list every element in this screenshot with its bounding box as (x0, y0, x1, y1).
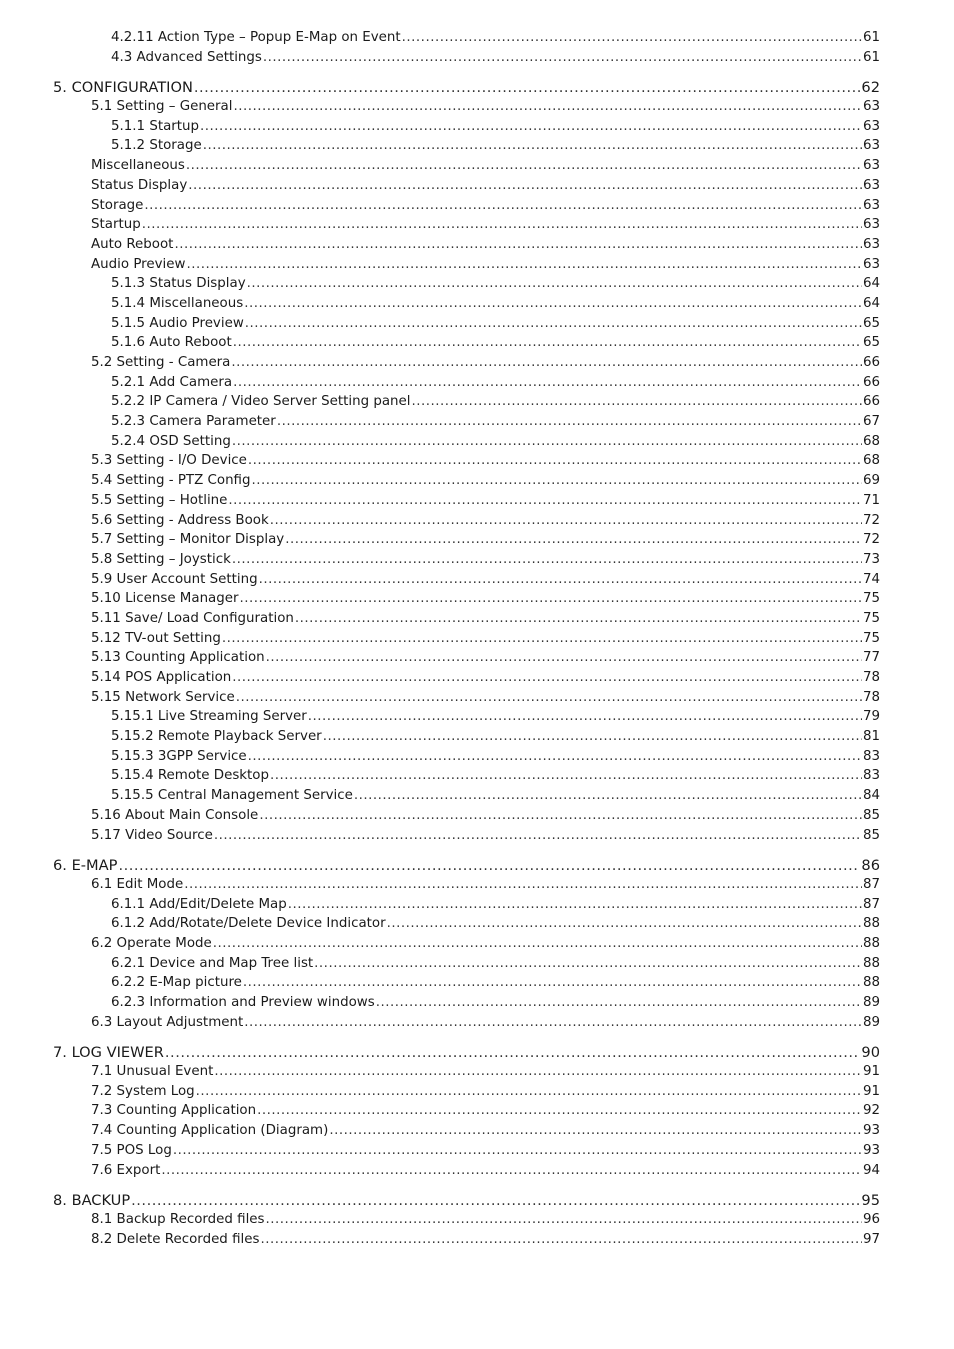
toc-entry-title: 5.15.5 Central Management Service (111, 788, 353, 804)
toc-page-number: 97 (862, 1231, 880, 1247)
toc-entry-title: 5.15.3 3GPP Service (111, 748, 247, 764)
toc-page-number: 95 (861, 1192, 880, 1210)
toc-entry[interactable] (91, 453, 880, 473)
dot-leader (174, 237, 862, 252)
dot-leader (285, 532, 862, 547)
toc-entry-title: 8. BACKUP (53, 1192, 131, 1210)
toc-page-number: 89 (862, 1014, 880, 1030)
toc-page-number: 94 (862, 1162, 880, 1178)
toc-entry-title: 8.2 Delete Recorded files (91, 1231, 260, 1247)
toc-page-number: 88 (862, 955, 880, 971)
dot-leader (247, 276, 862, 291)
toc-entry[interactable] (91, 808, 880, 828)
toc-entry-title: 5.1.4 Miscellaneous (111, 295, 244, 311)
toc-entry[interactable] (91, 1212, 880, 1232)
toc-entry[interactable] (111, 709, 880, 729)
toc-page-number: 63 (862, 177, 880, 193)
dot-leader (200, 119, 862, 134)
toc-entry[interactable] (91, 591, 880, 611)
dot-leader (245, 316, 862, 331)
toc-entry[interactable] (111, 788, 880, 808)
toc-entry[interactable] (111, 975, 880, 995)
toc-entry[interactable] (111, 335, 880, 355)
dot-leader (188, 178, 862, 193)
toc-page-number: 63 (862, 236, 880, 252)
toc-page-number: 75 (862, 630, 880, 646)
dot-leader (257, 1103, 862, 1118)
dot-leader (244, 1015, 862, 1030)
toc-page-number: 74 (862, 571, 880, 587)
toc-entry[interactable] (111, 296, 880, 316)
toc-entry-title: 5.13 Counting Application (91, 650, 265, 666)
dot-leader (232, 434, 862, 449)
dot-leader (263, 50, 862, 65)
toc-page-number: 63 (862, 256, 880, 272)
toc-page-number: 88 (862, 935, 880, 951)
toc-entry-title: 5.1.1 Startup (111, 118, 200, 134)
toc-page-number: 85 (862, 827, 880, 843)
toc-chapter-entry[interactable] (53, 1044, 880, 1064)
dot-leader (232, 552, 862, 567)
toc-entry[interactable] (111, 375, 880, 395)
toc-page-number: 91 (862, 1083, 880, 1099)
dot-leader (233, 375, 862, 390)
toc-entry-title: 5.12 TV-out Setting (91, 630, 221, 646)
dot-leader (411, 394, 861, 409)
toc-entry-title: 7.2 System Log (91, 1083, 195, 1099)
dot-leader (270, 513, 862, 528)
toc-entry[interactable] (91, 552, 880, 572)
toc-entry[interactable] (91, 1163, 880, 1183)
toc-entry-title: 5.15 Network Service (91, 689, 235, 705)
toc-entry[interactable] (91, 877, 880, 897)
dot-leader (314, 956, 862, 971)
toc-entry-title: 7. LOG VIEWER (53, 1044, 164, 1062)
dot-leader (295, 611, 862, 626)
toc-entry[interactable] (91, 513, 880, 533)
dot-leader (259, 808, 862, 823)
dot-leader (260, 1232, 862, 1247)
toc-page-number: 65 (862, 315, 880, 331)
dot-leader (266, 650, 862, 665)
dot-leader (277, 414, 862, 429)
toc-entry-title: 7.5 POS Log (91, 1142, 172, 1158)
toc-entry[interactable] (111, 956, 880, 976)
toc-entry[interactable] (111, 749, 880, 769)
toc-page-number: 96 (862, 1211, 880, 1227)
toc-page-number: 62 (861, 79, 880, 97)
toc-entry[interactable] (111, 434, 880, 454)
toc-page-number: 69 (862, 473, 880, 489)
dot-leader (203, 138, 862, 153)
toc-chapter-entry[interactable] (53, 1192, 880, 1212)
toc-page-number: 91 (862, 1064, 880, 1080)
toc-entry-title: 6.2.1 Device and Map Tree list (111, 955, 314, 971)
dot-leader (259, 572, 862, 587)
toc-entry[interactable] (91, 1143, 880, 1163)
toc-entry-title: Status Display (91, 177, 188, 193)
toc-entry[interactable] (91, 631, 880, 651)
dot-leader (186, 158, 862, 173)
toc-entry[interactable] (111, 394, 880, 414)
toc-entry-title: 6.3 Layout Adjustment (91, 1014, 244, 1030)
toc-entry-title: 5.14 POS Application (91, 670, 232, 685)
toc-entry-title: 5.1.6 Auto Reboot (111, 335, 232, 351)
toc-entry-title: 7.4 Counting Application (Diagram) (91, 1123, 329, 1139)
toc-page-number: 85 (862, 807, 880, 823)
toc-page-number: 92 (862, 1103, 880, 1119)
toc-page-number: 63 (862, 118, 880, 134)
toc-entry[interactable] (111, 50, 880, 70)
toc-entry-title: Storage (91, 197, 144, 213)
toc-page-number: 84 (862, 788, 880, 804)
toc-page-number: 61 (862, 49, 880, 65)
toc-entry[interactable] (91, 217, 880, 237)
toc-page-number: 68 (862, 453, 880, 469)
toc-page-number: 72 (862, 532, 880, 548)
toc-page-number: 72 (862, 512, 880, 528)
toc-page-number: 75 (862, 610, 880, 626)
dot-leader (288, 897, 862, 912)
toc-entry-title: Startup (91, 217, 141, 233)
dot-leader (376, 995, 862, 1010)
table-of-contents (0, 30, 954, 1251)
toc-entry[interactable] (91, 158, 880, 178)
toc-entry-title: 5.11 Save/ Load Configuration (91, 610, 294, 626)
toc-entry-title: 6.2.2 E-Map picture (111, 975, 242, 991)
toc-page-number: 81 (862, 729, 880, 745)
dot-leader (270, 768, 862, 783)
toc-entry[interactable] (91, 99, 880, 119)
dot-leader (248, 453, 862, 468)
dot-leader (233, 99, 861, 114)
toc-page-number: 83 (862, 748, 880, 764)
toc-page-number: 63 (862, 138, 880, 154)
toc-page-number: 73 (862, 551, 880, 567)
toc-page-number: 77 (862, 650, 880, 666)
toc-entry-title: 5.2.2 IP Camera / Video Server Setting panel (111, 394, 411, 410)
toc-entry[interactable] (91, 1084, 880, 1104)
toc-entry-title: 5.15.1 Live Streaming Server (111, 709, 307, 725)
dot-leader (236, 690, 862, 705)
toc-entry[interactable] (111, 276, 880, 296)
dot-leader (214, 1064, 862, 1079)
toc-entry[interactable] (111, 119, 880, 139)
toc-page-number: 75 (862, 591, 880, 607)
dot-leader (308, 709, 862, 724)
toc-entry[interactable] (91, 1064, 880, 1084)
dot-leader (232, 670, 862, 685)
toc-entry-title: 5.1.2 Storage (111, 138, 202, 154)
dot-leader (354, 788, 862, 803)
dot-leader (402, 30, 862, 45)
toc-entry-title: 5.4 Setting - PTZ Config (91, 473, 251, 489)
toc-entry-title: 5.5 Setting – Hotline (91, 492, 228, 508)
toc-entry[interactable] (111, 30, 880, 50)
toc-page-number: 64 (862, 276, 880, 292)
toc-entry[interactable] (91, 936, 880, 956)
toc-entry[interactable] (91, 1232, 880, 1252)
toc-entry[interactable] (111, 138, 880, 158)
dot-leader (248, 749, 862, 764)
toc-page-number: 90 (861, 1044, 880, 1062)
toc-entry-title: 8.1 Backup Recorded files (91, 1211, 265, 1227)
toc-entry-title: 7.3 Counting Application (91, 1103, 257, 1119)
dot-leader (323, 729, 862, 744)
toc-entry-title: 5.8 Setting – Joystick (91, 551, 231, 567)
toc-entry[interactable] (111, 995, 880, 1015)
toc-entry[interactable] (91, 670, 880, 690)
toc-page-number: 66 (862, 374, 880, 390)
toc-page-number: 93 (862, 1123, 880, 1139)
toc-entry[interactable] (91, 1015, 880, 1035)
dot-leader (165, 1044, 861, 1061)
toc-chapter-entry[interactable] (53, 79, 880, 99)
toc-entry-title: 5.2.4 OSD Setting (111, 433, 231, 449)
toc-page-number: 63 (862, 99, 880, 115)
toc-entry-title: 5.7 Setting – Monitor Display (91, 532, 285, 548)
toc-entry-title: 5.3 Setting - I/O Device (91, 453, 247, 469)
toc-page-number: 78 (862, 689, 880, 705)
toc-entry[interactable] (111, 414, 880, 434)
toc-page-number: 61 (862, 30, 880, 45)
toc-entry-title: 5.2.3 Camera Parameter (111, 414, 276, 430)
toc-entry-title: 6. E-MAP (53, 857, 118, 875)
toc-entry[interactable] (91, 473, 880, 493)
dot-leader (252, 473, 862, 488)
toc-page-number: 87 (862, 896, 880, 912)
toc-entry[interactable] (91, 572, 880, 592)
toc-entry[interactable] (91, 1123, 880, 1143)
toc-page-number: 83 (862, 768, 880, 784)
toc-entry-title: 6.1.2 Add/Rotate/Delete Device Indicator (111, 916, 386, 932)
toc-page-number: 89 (862, 995, 880, 1010)
toc-entry[interactable] (91, 611, 880, 631)
toc-entry-title: 5.2 Setting - Camera (91, 355, 231, 370)
toc-page-number: 67 (862, 414, 880, 430)
toc-entry-title: Audio Preview (91, 256, 186, 272)
dot-leader (184, 877, 862, 892)
dot-leader (387, 916, 862, 931)
toc-entry-title: Auto Reboot (91, 236, 174, 252)
toc-entry-title: 7.6 Export (91, 1162, 161, 1178)
dot-leader (118, 857, 860, 874)
toc-page-number: 66 (862, 355, 880, 370)
toc-entry-title: 5.16 About Main Console (91, 807, 259, 823)
toc-page-number: 87 (862, 876, 880, 892)
toc-page-number: 63 (862, 217, 880, 233)
toc-entry-title: 5.1.5 Audio Preview (111, 315, 244, 331)
dot-leader (196, 1084, 862, 1099)
dot-leader (244, 296, 862, 311)
dot-leader (231, 355, 862, 370)
toc-page-number: 66 (862, 394, 880, 410)
toc-entry-title: 5.15.4 Remote Desktop (111, 768, 269, 784)
dot-leader (186, 257, 862, 272)
toc-entry-title: 5.1.3 Status Display (111, 276, 246, 292)
toc-page-number: 86 (861, 857, 880, 875)
toc-page-number: 64 (862, 295, 880, 311)
toc-entry-title: 4.3 Advanced Settings (111, 49, 262, 65)
toc-entry[interactable] (111, 768, 880, 788)
dot-leader (131, 1192, 860, 1209)
toc-entry-title: Miscellaneous (91, 158, 185, 174)
toc-entry-title: 6.1.1 Add/Edit/Delete Map (111, 896, 287, 912)
toc-entry[interactable] (91, 178, 880, 198)
toc-entry-title: 5.6 Setting - Address Book (91, 512, 269, 528)
toc-page-number: 63 (862, 197, 880, 213)
dot-leader (144, 198, 862, 213)
dot-leader (173, 1143, 862, 1158)
dot-leader (161, 1163, 862, 1178)
toc-entry[interactable] (91, 532, 880, 552)
toc-page-number: 65 (862, 335, 880, 351)
toc-entry[interactable] (111, 916, 880, 936)
dot-leader (213, 936, 862, 951)
toc-entry[interactable] (91, 828, 880, 848)
dot-leader (233, 335, 862, 350)
toc-entry[interactable] (91, 650, 880, 670)
toc-entry[interactable] (111, 316, 880, 336)
toc-entry[interactable] (91, 690, 880, 710)
dot-leader (214, 828, 862, 843)
toc-entry-title: 5.15.2 Remote Playback Server (111, 729, 322, 745)
toc-page-number: 78 (862, 670, 880, 685)
toc-page-number: 71 (862, 492, 880, 508)
dot-leader (194, 79, 861, 96)
toc-entry[interactable] (91, 257, 880, 277)
toc-page-number: 93 (862, 1142, 880, 1158)
toc-entry-title: 5.10 License Manager (91, 591, 239, 607)
dot-leader (243, 975, 862, 990)
dot-leader (228, 493, 862, 508)
toc-entry[interactable] (111, 729, 880, 749)
dot-leader (240, 591, 862, 606)
toc-entry[interactable] (91, 493, 880, 513)
toc-entry-title: 5.2.1 Add Camera (111, 374, 233, 390)
toc-entry-title: 6.2 Operate Mode (91, 935, 212, 951)
toc-entry[interactable] (91, 1103, 880, 1123)
toc-page-number: 63 (862, 158, 880, 174)
toc-entry-title: 6.1 Edit Mode (91, 876, 184, 892)
toc-entry-title: 5.1 Setting – General (91, 99, 233, 115)
toc-entry-title: 6.2.3 Information and Preview windows (111, 995, 375, 1010)
toc-entry-title: 5.17 Video Source (91, 827, 213, 843)
dot-leader (142, 217, 862, 232)
toc-entry[interactable] (91, 237, 880, 257)
toc-page-number: 79 (862, 709, 880, 725)
toc-entry-title: 5.9 User Account Setting (91, 571, 258, 587)
toc-page-number: 68 (862, 433, 880, 449)
toc-entry-title: 4.2.11 Action Type – Popup E-Map on Event (111, 30, 401, 45)
toc-entry[interactable] (91, 198, 880, 218)
toc-entry[interactable] (111, 897, 880, 917)
toc-chapter-entry[interactable] (53, 857, 880, 877)
toc-entry-title: 5. CONFIGURATION (53, 79, 193, 97)
dot-leader (266, 1212, 862, 1227)
dot-leader (222, 631, 862, 646)
toc-page-number: 88 (862, 916, 880, 932)
dot-leader (329, 1123, 862, 1138)
toc-entry-title: 7.1 Unusual Event (91, 1064, 214, 1080)
toc-page-number: 88 (862, 975, 880, 991)
toc-entry[interactable] (91, 355, 880, 375)
